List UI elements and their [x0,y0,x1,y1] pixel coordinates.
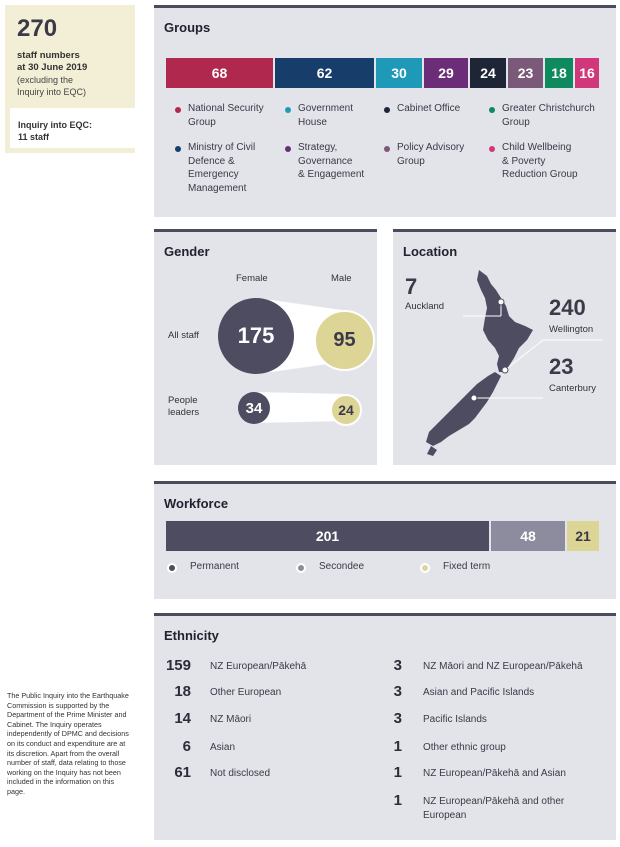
legend-text: Governance [298,155,353,167]
canterbury-label: Canterbury [549,383,596,394]
ethnicity-label: Other European [210,687,282,698]
group-bar-government-house: 30 [376,58,422,88]
legend-government-house [298,102,353,129]
legend-dot-christchurch [489,107,495,113]
legend-dot-cabinet-office [384,107,390,113]
stewart-island [427,446,437,456]
legend-secondee: Secondee [319,561,365,572]
legend-text: House [298,116,327,128]
legend-dot-national-security [175,107,181,113]
ethnicity-label: NZ Māori and NZ European/Pākehā [423,661,583,672]
legend-policy-advisory [397,141,464,168]
ethnicity-count: 3 [393,657,402,674]
legend-dot-policy-advisory [384,146,390,152]
workforce-bar-fixed-term: 21 [567,521,599,551]
inquiry-footnote: The Public Inquiry into the Earthquake Commission is supported by the Department of the Prime Minister and Cabinet. The Inquiry operates independently of DPMC and decisions on its conduct and expenditure are at its discretion. Apart from the overall number of staff, data relating to those working on the Inquiry has not been included in the information on this page. [7,691,129,796]
group-bar-policy-advisory: 23 [508,58,543,88]
legend-dot-strategy [285,146,291,152]
all-staff-label: All staff [168,330,199,341]
legend-text: Defence & [188,155,235,167]
legend-civil-defence [188,141,255,195]
staff-summary-box [5,5,135,153]
legend-text: Child Wellbeing [502,142,572,153]
people-leaders-label-2: leaders [168,407,200,418]
legend-text: Strategy, [298,142,338,153]
canterbury-count: 23 [549,354,574,379]
eqc-label: Inquiry into EQC: [18,120,92,130]
male-label: Male [331,273,352,284]
legend-text: Management [188,182,247,194]
north-island [477,270,533,372]
ethnicity-title: Ethnicity [164,628,219,643]
workforce-panel [154,481,616,599]
group-bar-national-security: 68 [166,58,273,88]
legend-permanent: Permanent [190,561,239,572]
summary-line-4: Inquiry into EQC) [17,87,87,97]
legend-national-security [188,102,264,129]
legend-fixed-term: Fixed term [443,561,491,572]
legend-dot-permanent [167,563,177,573]
auckland-label: Auckland [405,301,445,312]
ethnicity-panel [154,613,616,840]
workforce-bar-permanent: 201 [166,521,489,551]
group-bar-child-wellbeing: 16 [575,58,599,88]
legend-text: Reduction Group [502,169,578,180]
legend-text: & Poverty [502,155,546,167]
group-bar-strategy: 29 [424,58,468,88]
wellington-label: Wellington [549,324,594,335]
ethnicity-count: 61 [174,764,191,781]
group-bar-cabinet-office: 24 [470,58,506,88]
legend-text: Ministry of Civil [188,142,256,153]
legend-strategy [298,141,364,182]
ethnicity-label: Pacific Islands [423,714,487,725]
ethnicity-count: 159 [165,657,191,674]
legend-text: Cabinet Office [397,103,461,114]
eqc-count: 11 staff [18,132,50,142]
ethnicity-count: 18 [174,683,191,700]
wellington-count: 240 [549,295,586,320]
ethnicity-label: Not disclosed [210,768,271,779]
location-title: Location [403,244,458,259]
legend-text: Policy Advisory [397,142,465,153]
female-label: Female [236,273,268,284]
legend-cabinet-office [397,102,460,116]
ethnicity-count: 6 [182,738,191,755]
legend-dot-secondee [296,563,306,573]
location-panel [393,229,616,465]
total-staff-number: 270 [17,15,58,42]
leaders-female-circle: 34 [238,392,270,424]
legend-text: Group [502,116,530,128]
legend-text: Group [397,155,425,167]
summary-top [5,5,135,107]
south-island [426,372,501,446]
eqc-staff-box [10,108,135,148]
ethnicity-label: Other ethnic group [423,742,506,753]
legend-child-wellbeing [502,141,578,182]
legend-text: Greater Christchurch [502,103,595,114]
ethnicity-count: 3 [393,683,402,700]
ethnicity-label: NZ European/Pākehā and Asian [423,768,566,779]
ethnicity-label: Asian [210,742,236,753]
leaders-male-circle: 24 [330,394,362,426]
ethnicity-label-continued: European [423,810,467,821]
legend-text: Government [298,103,354,114]
legend-text: National Security [188,103,264,114]
gender-title: Gender [164,244,210,259]
groups-panel [154,5,616,217]
legend-dot-child-wellbeing [489,146,495,152]
group-bar-civil-defence: 62 [275,58,374,88]
all-staff-female-circle: 175 [218,298,294,374]
legend-dot-government-house [285,107,291,113]
ethnicity-label: Asian and Pacific Islands [423,687,535,698]
legend-dot-fixed-term [420,563,430,573]
ethnicity-label: NZ Māori [210,714,252,725]
ethnicity-count: 1 [393,738,402,755]
auckland-count: 7 [405,274,418,299]
ethnicity-label: NZ European/Pākehā and other [423,796,565,807]
summary-line-1: staff numbers [17,50,80,61]
group-bar-christchurch: 18 [545,58,573,88]
workforce-title: Workforce [164,496,229,511]
ethnicity-count: 3 [393,710,402,727]
ethnicity-count: 1 [393,764,402,781]
ethnicity-count: 14 [174,710,191,727]
ethnicity-count: 1 [393,792,402,809]
summary-line-2: at 30 June 2019 [17,62,88,73]
nz-map [393,232,616,468]
nz-map-shape [426,270,533,456]
legend-text: Emergency [188,169,239,180]
ethnicity-label: NZ European/Pākehā [210,661,307,672]
legend-christchurch [502,102,595,129]
summary-line-3: (excluding the [17,75,74,85]
all-staff-male-circle: 95 [314,310,375,371]
workforce-bar-secondee: 48 [491,521,565,551]
people-leaders-label-1: People [168,395,198,406]
gender-panel [154,229,377,465]
legend-dot-civil-defence [175,146,181,152]
legend-text: & Engagement [298,169,365,180]
groups-title: Groups [164,20,211,35]
legend-text: Group [188,116,216,128]
